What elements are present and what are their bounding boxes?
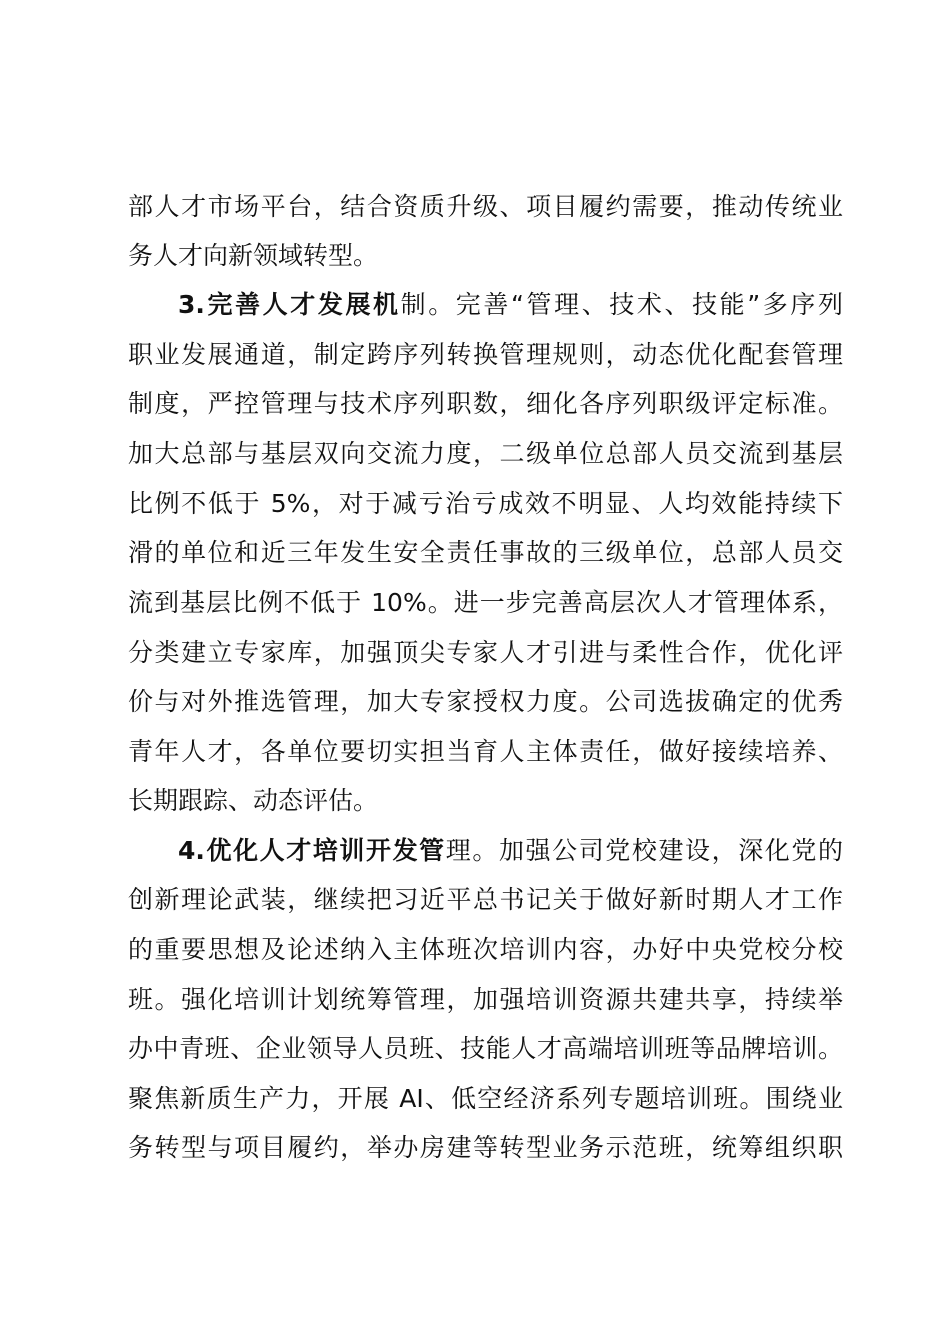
paragraph-3-line: 流到基层比例不低于 10%。进一步完善高层次人才管理体系，	[128, 588, 843, 617]
paragraph-4-heading: 4.优化人才培训开发管	[178, 836, 446, 865]
paragraph-4-line: 的重要思想及论述纳入主体班次培训内容，办好中央党校分校	[128, 935, 843, 964]
paragraph-4-line: 办中青班、企业领导人员班、技能人才高端培训班等品牌培训。	[128, 1034, 843, 1063]
paragraph-3-line: 长期跟踪、动态评估。	[128, 786, 379, 815]
paragraph-3-line: 青年人才，各单位要切实担当育人主体责任，做好接续培养、	[128, 737, 843, 766]
paragraph-3-line: 滑的单位和近三年发生安全责任事故的三级单位，总部人员交	[128, 538, 843, 567]
paragraph-4-first-line-text: 理。加强公司党校建设，深化党的	[445, 836, 843, 865]
paragraph-3-line: 职业发展通道，制定跨序列转换管理规则，动态优化配套管理	[128, 340, 843, 369]
paragraph-4-first-line	[178, 831, 843, 871]
paragraph-4-line: 聚焦新质生产力，开展 AI、低空经济系列专题培训班。围绕业	[128, 1084, 843, 1113]
paragraph-a-line-2: 务人才向新领域转型。	[128, 241, 379, 270]
paragraph-3-line: 分类建立专家库，加强顶尖专家人才引进与柔性合作，优化评	[128, 638, 843, 667]
paragraph-a-line-1: 部人才市场平台，结合资质升级、项目履约需要，推动传统业	[128, 192, 843, 221]
paragraph-3-first-line	[178, 285, 843, 325]
paragraph-4-line: 班。强化培训计划统筹管理，加强培训资源共建共享，持续举	[128, 985, 843, 1014]
paragraph-3-line: 价与对外推选管理，加大专家授权力度。公司选拔确定的优秀	[128, 687, 843, 716]
paragraph-4-line: 务转型与项目履约，举办房建等转型业务示范班，统筹组织职	[128, 1133, 843, 1162]
paragraph-4-line: 创新理论武装，继续把习近平总书记关于做好新时期人才工作	[128, 885, 843, 914]
paragraph-3-first-line-text: 制。完善“管理、技术、技能”多序列	[400, 290, 843, 319]
paragraph-3-line: 加大总部与基层双向交流力度，二级单位总部人员交流到基层	[128, 439, 843, 468]
paragraph-3-line: 制度，严控管理与技术序列职数，细化各序列职级评定标准。	[128, 389, 843, 418]
paragraph-3-line: 比例不低于 5%，对于减亏治亏成效不明显、人均效能持续下	[128, 489, 843, 518]
paragraph-3-heading: 3.完善人才发展机	[178, 290, 401, 319]
